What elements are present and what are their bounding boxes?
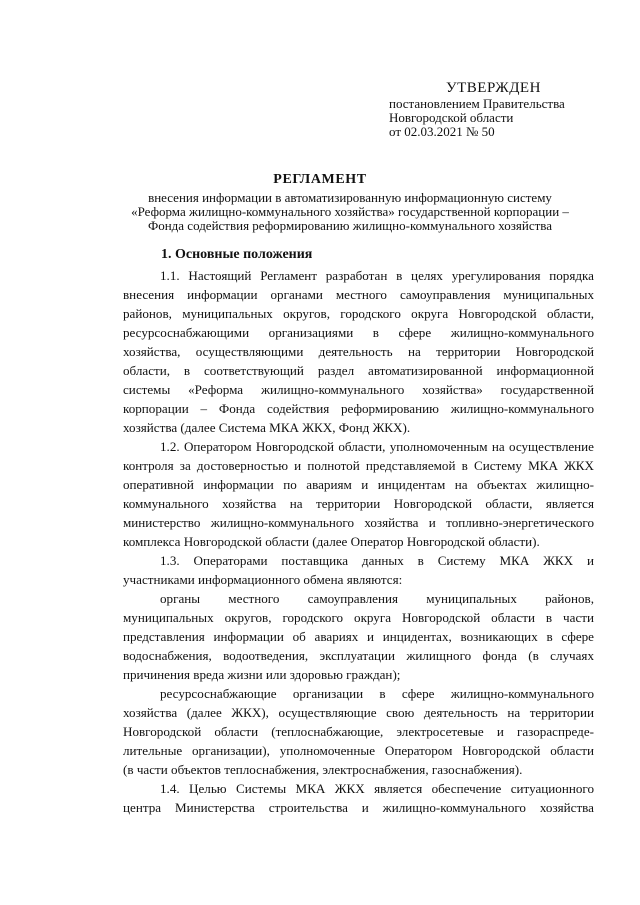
body-line: Новгородской области (теплоснабжающие, электросетевые и газораспреде- xyxy=(123,724,594,739)
body-line: хозяйства (далее Система МКА ЖКХ, Фонд ЖКХ). xyxy=(123,420,411,435)
body-line: районов, муниципальных округов, городского округа Новгородской области, xyxy=(123,306,594,321)
body-line: хозяйства (далее ЖКХ), осуществляющие свою деятельность на территории xyxy=(123,705,594,720)
body-line: контроля за достоверностью и полнотой представляемой в Систему МКА ЖКХ xyxy=(123,458,594,473)
body-line: центра Министерства строительства и жилищно-коммунального хозяйства xyxy=(123,800,594,815)
body-line: комплекса Новгородской области (далее Оператор Новгородской области). xyxy=(123,534,540,549)
body-line: внесения информации органами местного самоуправления муниципальных xyxy=(123,287,594,302)
body-line: корпорации – Фонда содействия реформированию жилищно-коммунального xyxy=(123,401,594,416)
body-line: министерство жилищно-коммунального хозяйства и топливно-энергетического xyxy=(123,515,594,530)
body-line: причинения вреда жизни или здоровью граждан); xyxy=(123,667,401,682)
decree-line: Новгородской области xyxy=(389,110,514,125)
body-line: 1.3. Операторами поставщика данных в Систему МКА ЖКХ и xyxy=(160,553,594,568)
body-line: участниками информационного обмена являются: xyxy=(123,572,403,587)
decree-line: от 02.03.2021 № 50 xyxy=(389,124,495,139)
body-line: хозяйства, осуществляющими деятельность на территории Новгородской xyxy=(123,344,594,359)
decree-reference xyxy=(389,97,629,139)
body-line: оперативной информации по авариям и инцидентам на объектах жилищно- xyxy=(123,477,594,492)
body-line: представления информации об авариях и инцидентах, возникающих в сфере xyxy=(123,629,594,644)
body-line: коммунального хозяйства на территории Новгородской области, является xyxy=(123,496,594,511)
body-line: ресурсоснабжающие организации в сфере жилищно-коммунального xyxy=(160,686,594,701)
approval-stamp: УТВЕРЖДЕН xyxy=(446,80,541,96)
body-line: лительные организации), уполномоченные Оператором Новгородской области xyxy=(123,743,594,758)
body-line: органы местного самоуправления муниципальных районов, xyxy=(160,591,594,606)
document-subtitle xyxy=(100,191,600,233)
body-line: 1.2. Оператором Новгородской области, уполномоченным на осуществление xyxy=(160,439,594,454)
body-line: муниципальных округов, городского округа Новгородской области в части xyxy=(123,610,594,625)
body-line: области, в соответствующий раздел автоматизированной информационной xyxy=(123,363,594,378)
subtitle-line: «Реформа жилищно-коммунального хозяйства» государственной корпорации – xyxy=(131,204,569,219)
section-heading: 1. Основные положения xyxy=(161,247,313,262)
body-line: (в части объектов теплоснабжения, электроснабжения, газоснабжения). xyxy=(123,762,523,777)
body-line: водоснабжения, водоотведения, эксплуатации жилищного фонда (в случаях xyxy=(123,648,594,663)
body-line: ресурсоснабжающими организациями в сфере жилищно-коммунального xyxy=(123,325,594,340)
subtitle-line: Фонда содействия реформированию жилищно-коммунального хозяйства xyxy=(147,218,553,233)
decree-line: постановлением Правительства xyxy=(389,96,565,111)
body-line: 1.4. Целью Системы МКА ЖКХ является обеспечение ситуационного xyxy=(160,781,594,796)
document-title: РЕГЛАМЕНТ xyxy=(273,172,367,187)
body-line: системы «Реформа жилищно-коммунального хозяйства» государственной xyxy=(123,382,594,397)
body-text xyxy=(123,266,594,817)
subtitle-line: внесения информации в автоматизированную информационную систему xyxy=(148,190,552,205)
body-line: 1.1. Настоящий Регламент разработан в целях урегулирования порядка xyxy=(160,268,594,283)
